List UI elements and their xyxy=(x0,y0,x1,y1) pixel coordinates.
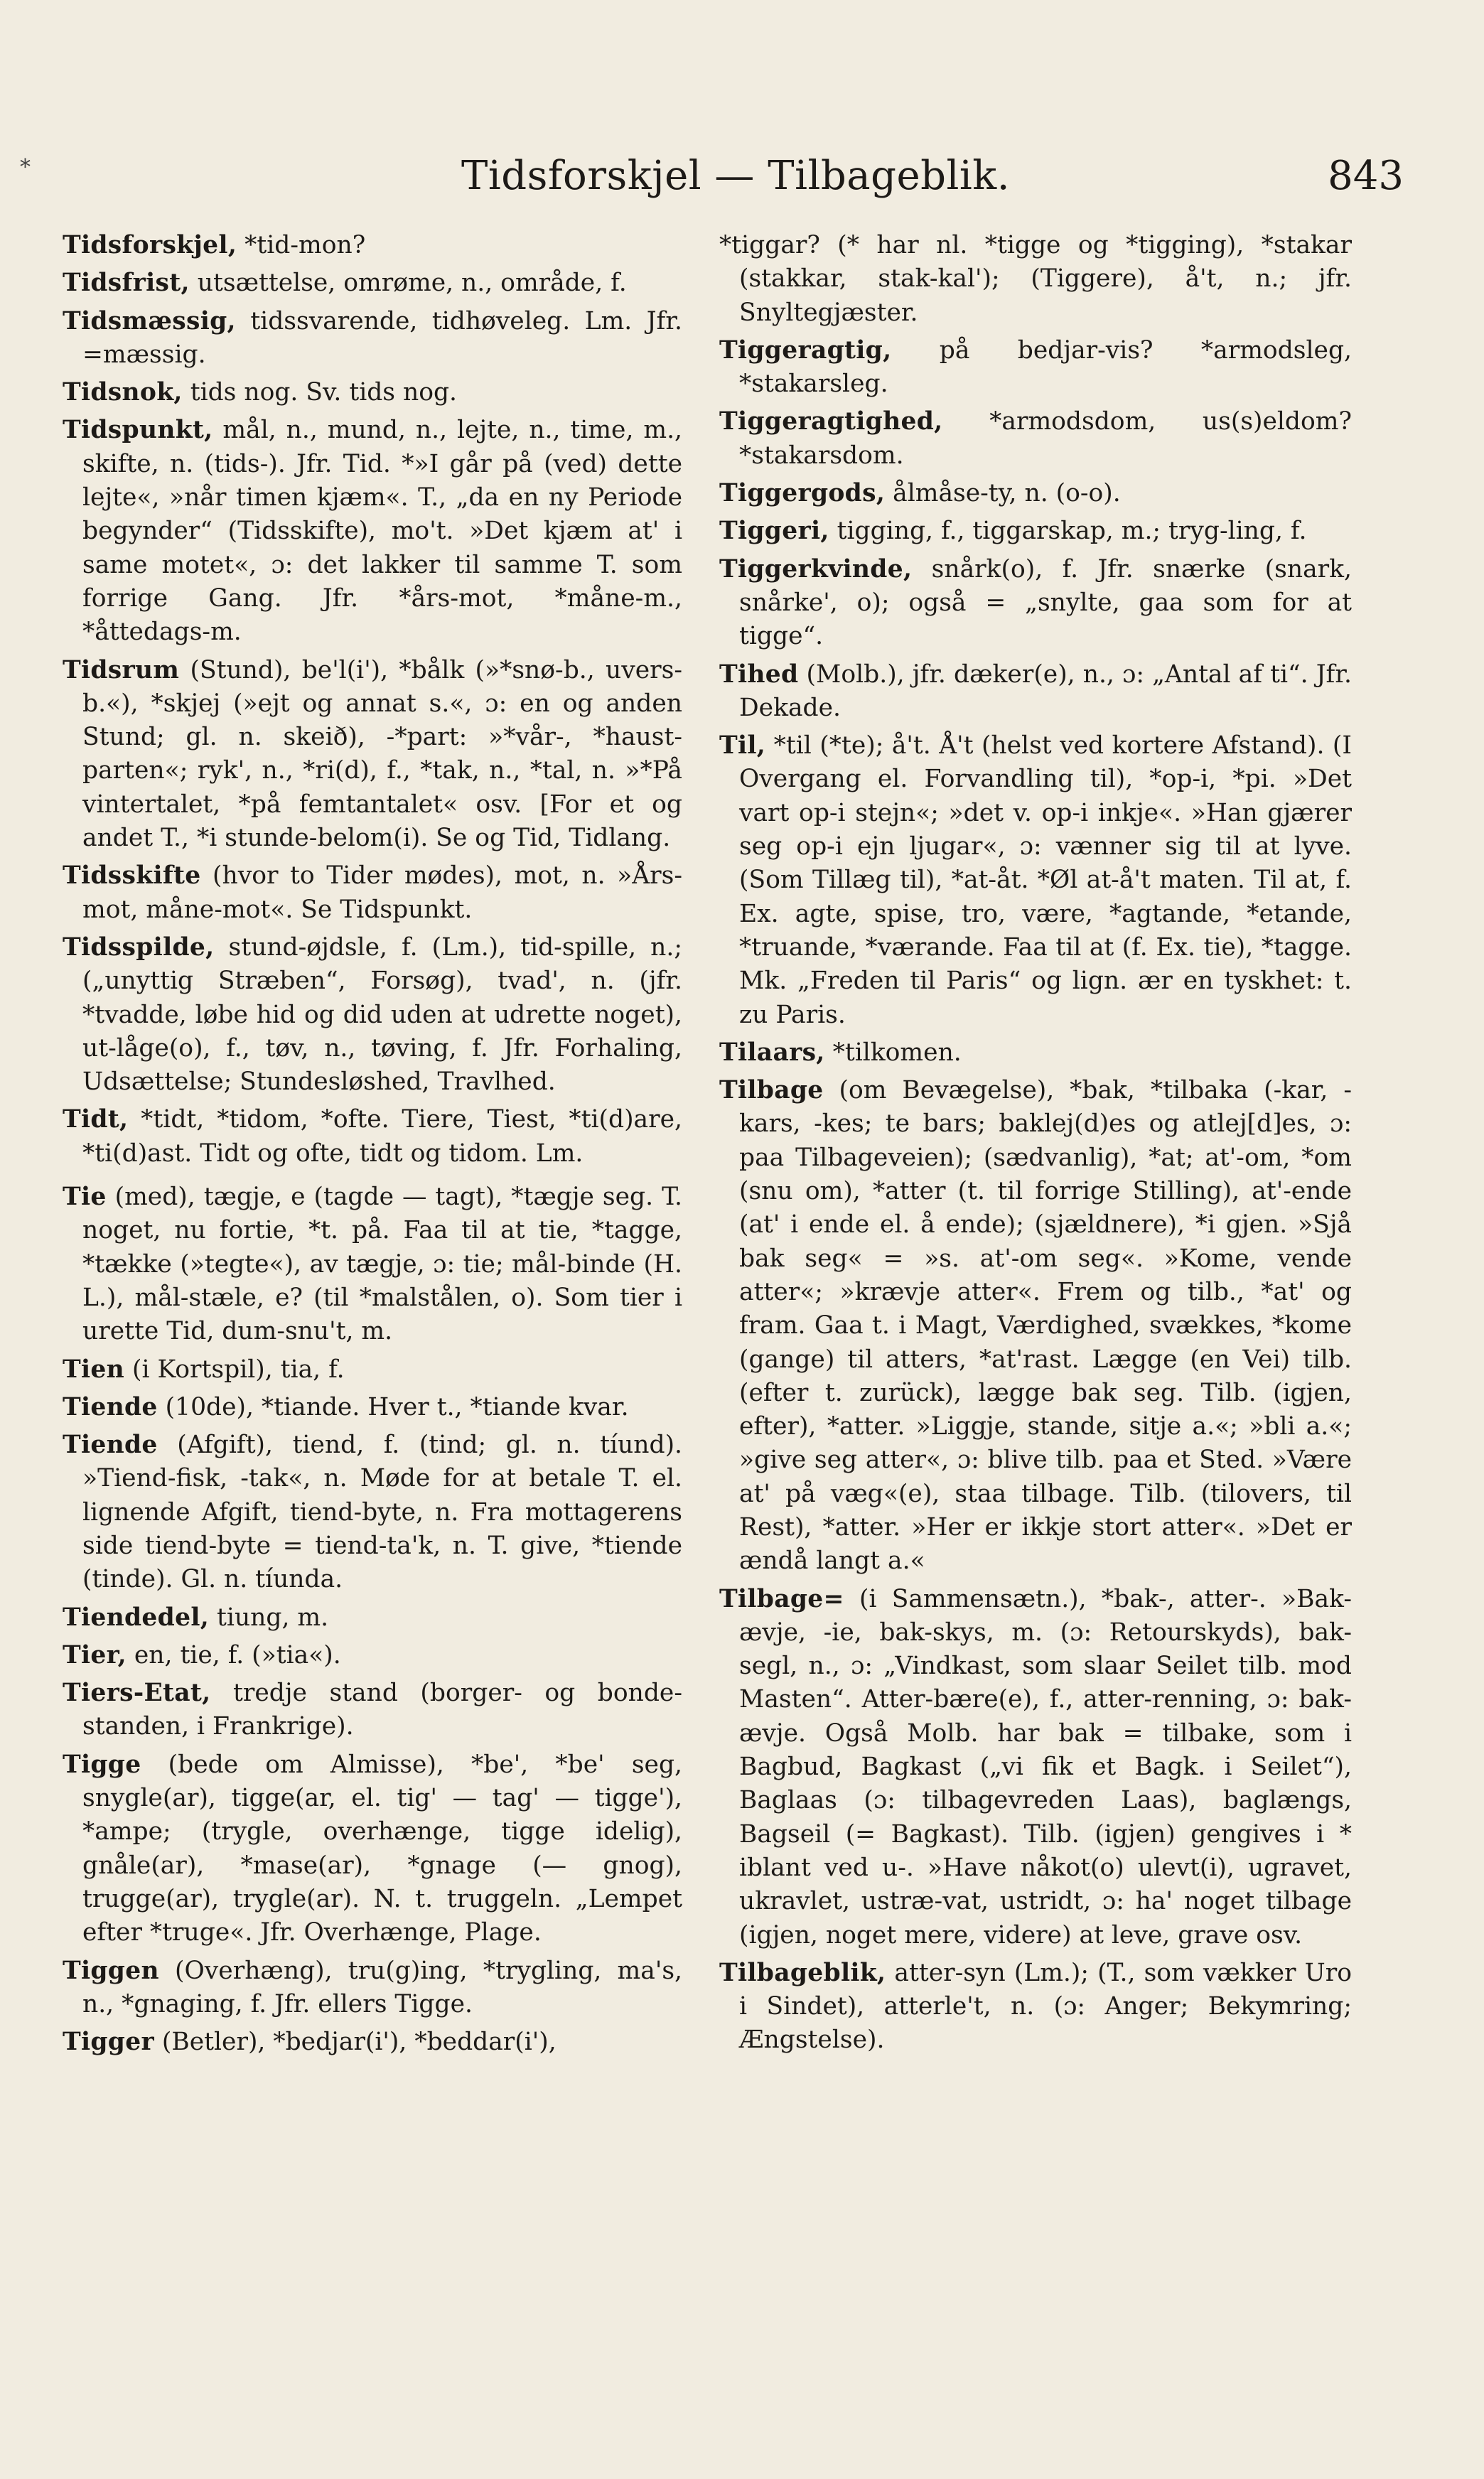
dictionary-entry xyxy=(63,229,682,262)
entry-definition: tids nog. Sv. tids nog. xyxy=(182,378,458,407)
entry-definition: (Betler), *bedjar(i'), *beddar(i'), xyxy=(154,2028,556,2057)
entry-definition: (Stund), be'l(i'), *bålk (»*snø-b., uvers-b.«), *skjej (»ejt og annat s.«, ɔ: en og anden Stund; gl. n. skeið), -*part: »*vår-, *haust-parten«; ryk', n., *ri(d), f., *tak, n., *tal, n. »*På vintertalet, *på femtantalet« osv. [For et og andet T., *i stunde-belom(i). Se og Tid, Tidlang. xyxy=(82,655,682,853)
entry-headword: Tiende xyxy=(63,1392,158,1421)
running-title: Tidsforskjel — Tilbageblik. xyxy=(461,153,1011,199)
dictionary-entry xyxy=(719,1074,1352,1578)
entry-definition: (Afgift), tiend, f. (tind; gl. n. tíund). »Tiend-fisk, -tak«, n. Møde for at betale T. el. lignende Afgift, tiend-byte, n. Fra mottagerens side tiend-byte = tiend-ta'k, n. T. give, *tiende (tinde). Gl. n. tíunda. xyxy=(82,1431,682,1594)
entry-headword: Tiggergods, xyxy=(719,479,886,508)
entry-definition: *armodsdom, us(s)eldom? *stakarsdom. xyxy=(739,407,1352,470)
dictionary-entry xyxy=(63,267,682,300)
entry-headword: Tilbage xyxy=(719,1076,824,1105)
dictionary-entry xyxy=(63,1748,682,1950)
entry-headword: Tilbageblik, xyxy=(719,1958,886,1987)
dictionary-entry xyxy=(719,334,1352,402)
dictionary-entry xyxy=(719,1957,1352,2058)
entry-definition: ålmåse-ty, n. (o-o). xyxy=(885,479,1121,508)
dictionary-entry xyxy=(63,2026,682,2059)
dictionary-entry xyxy=(63,931,682,1099)
entry-headword: Tigger xyxy=(63,2028,154,2057)
entry-definition: (Molb.), jfr. dæker(e), n., ɔ: „Antal af ti“. Jfr. Dekade. xyxy=(739,660,1352,722)
entry-definition: tidssvarende, tidhøveleg. Lm. Jfr. =mæssig. xyxy=(82,306,682,369)
dictionary-entry xyxy=(63,1677,682,1744)
entry-headword: Tiers-Etat, xyxy=(63,1679,211,1708)
entry-definition: mål, n., mund, n., lejte, n., time, m., skifte, n. (tids-). Jfr. Tid. *»I går på (ved) dette lejte«, »når timen kjæm«. T., „da en ny Periode begynder“ (Tidsskifte), mo't. »Det kjæm at' i same motet«, ɔ: det lakker til samme T. som forrige Gang. Jfr. *års-mot, *måne-m., *åttedags-m. xyxy=(82,416,682,647)
entry-headword: Tiggeragtig, xyxy=(719,335,892,365)
entry-headword: Tihed xyxy=(719,660,799,689)
dictionary-entry xyxy=(63,1429,682,1596)
entry-definition: (om Bevægelse), *bak, *tilbaka (-kar, -kars, -kes; te bars; baklej(d)es og atlej[d]es, ɔ: paa Tilbageveien); (sædvanlig), *at; at'-om, *om (snu om), *atter (t. til forrige Stilling), at'-ende (at' i ende el. å ende); (sjældnere), *i gjen. »Sjå bak seg« = »s. at'-om seg«. »Kome, vende atter«; »krævje atter«. Frem og tilb., *at' og fram. Gaa t. i Magt, Værdighed, svækkes, *kome (gange) til atters, *at'rast. Lægge (en Vei) tilb. (efter t. zurück), lægge bak seg. Tilb. (igjen, efter), *atter. »Liggje, stande, sitje a.«; »bli a.«; »give seg atter«, ɔ: blive tilb. paa et Sted. »Være at' på væg«(e), staa tilbage. Tilb. (tilovers, til Rest), *atter. »Her er ikkje stort atter«. »Det er ændå langt a.« xyxy=(739,1076,1352,1576)
dictionary-entry xyxy=(719,1583,1352,1952)
entry-headword: Tilbage= xyxy=(719,1584,844,1613)
dictionary-entry xyxy=(719,515,1352,548)
entry-definition: (i Sammensætn.), *bak-, atter-. »Bak-ævje, -ie, bak-skys, m. (ɔ: Retourskyds), bak-segl, n., ɔ: „Vindkast, som slaar Seilet tilb. mod Masten“. Atter-bære(e), f., atter-renning, ɔ: bak-ævje. Også Molb. har bak = tilbake, som i Bagbud, Bagkast („vi fik et Bagk. i Seilet“), Baglaas (ɔ: tilbagevreden Laas), baglængs, Bagseil (= Bagkast). Tilb. (igjen) gengives i * iblant ved u-. »Have nåkot(o) ulevt(i), ugravet, ukravlet, ustræ-vat, ustridt, ɔ: ha' noget tilbage (igjen, noget mere, videre) at leve, grave osv. xyxy=(739,1584,1352,1950)
entry-definition: (Overhæng), tru(g)ing, *trygling, ma's, n., *gnaging, f. Jfr. ellers Tigge. xyxy=(82,1956,682,2018)
dictionary-entry xyxy=(63,1954,682,2022)
entry-definition: på bedjar-vis? *armodsleg, *stakarsleg. xyxy=(739,335,1352,399)
dictionary-entry xyxy=(719,729,1352,1032)
entry-headword: Tiggerkvinde, xyxy=(719,554,913,584)
page-header xyxy=(68,153,1404,210)
dictionary-entry xyxy=(63,1639,682,1672)
entry-definition: *tidt, *tidom, *ofte. Tiere, Tiest, *ti(d)are, *ti(d)ast. Tidt og ofte, tidt og tidom. Lm. xyxy=(82,1105,682,1168)
entry-headword: Tidsmæssig, xyxy=(63,306,236,335)
entry-definition: (hvor to Tider mødes), mot, n. »Års-mot, måne-mot«. Se Tidspunkt. xyxy=(82,861,682,924)
entry-headword: Tidsspilde, xyxy=(63,932,215,962)
entry-headword: Tie xyxy=(63,1183,107,1212)
entry-headword: Tiende xyxy=(63,1431,158,1460)
entry-headword: Tilaars, xyxy=(719,1038,825,1067)
entry-headword: Tidsrum xyxy=(63,655,180,684)
dictionary-entry xyxy=(719,477,1352,510)
dictionary-entry xyxy=(719,229,1352,330)
entry-definition: *tilkomen. xyxy=(824,1038,962,1067)
dictionary-entry xyxy=(63,859,682,927)
dictionary-entry xyxy=(63,376,682,409)
entry-definition: utsættelse, omrøme, n., område, f. xyxy=(189,269,627,298)
page-number: 843 xyxy=(1328,153,1404,199)
entry-headword: Tidt, xyxy=(63,1105,129,1134)
entry-definition: (bede om Almisse), *be', *be' seg, snygle(ar), tigge(ar, el. tig' — tag' — tigge'), *ampe; (trygle, overhænge, tigge idelig), gnåle(ar), *mase(ar), *gnage (— gnog), trugge(ar), trygle(ar). N. t. truggeln. „Lempet efter *truge«. Jfr. Overhænge, Plage. xyxy=(82,1750,682,1947)
entry-headword: Tidsnok, xyxy=(63,378,183,407)
entry-headword: Tidsfrist, xyxy=(63,269,190,298)
dictionary-entry xyxy=(63,654,682,856)
dictionary-entry xyxy=(63,1103,682,1171)
left-column xyxy=(63,229,682,2063)
entry-headword: Tidspunkt, xyxy=(63,416,213,445)
right-column xyxy=(719,229,1352,2062)
entry-definition: (10de), *tiande. Hver t., *tiande kvar. xyxy=(157,1392,629,1421)
dictionary-entry xyxy=(63,1181,682,1348)
entry-headword: Tier, xyxy=(63,1640,127,1669)
entry-definition: tredje stand (borger- og bonde-standen, i Frankrige). xyxy=(82,1679,682,1741)
dictionary-entry xyxy=(63,305,682,372)
entry-headword: Tiggen xyxy=(63,1956,159,1985)
entry-definition: *tid-mon? xyxy=(237,231,366,259)
margin-mark: * xyxy=(20,155,31,180)
dictionary-entry xyxy=(63,414,682,649)
entry-definition: stund-øjdsle, f. (Lm.), tid-spille, n.; („unyttig Stræben“, Forsøg), tvad', n. (jfr. *tvadde, løbe hid og did uden at udrette noget), ut-låge(o), f., tøv, n., tøving, f. Jfr. Forhaling, Udsættelse; Stundesløshed, Travlhed. xyxy=(82,932,682,1097)
entry-definition: *til (*te); å't. Å't (helst ved kortere Afstand). (I Overgang el. Forvandling til), *op-i, *pi. »Det vart op-i stejn«; »det v. op-i inkje«. »Han gjærer seg op-i ejn ljugar«, ɔ: vænner sig til at lyve. (Som Tillæg til), *at-åt. *Øl at-å't maten. Til at, f. Ex. agte, spise, tro, være, *agtande, *etande, *truande, *værande. Faa til at (f. Ex. tie), *tagge. Mk. „Freden til Paris“ og lign. ær en tyskhet: t. zu Paris. xyxy=(739,731,1352,1029)
dictionary-entry xyxy=(63,1601,682,1635)
entry-headword: Tidsskifte xyxy=(63,861,201,891)
entry-headword: Til, xyxy=(719,731,766,760)
entry-headword: Tigge xyxy=(63,1750,141,1779)
entry-headword: Tiendedel, xyxy=(63,1603,210,1632)
dictionary-entry xyxy=(719,1036,1352,1070)
entry-definition: (med), tægje, e (tagde — tagt), *tægje seg. T. noget, nu fortie, *t. på. Faa til at tie, *tagge, *tække (»tegte«), av tægje, ɔ: tie; mål-binde (H. L.), mål-stæle, e? (til *malstålen, o). Som tier i urette Tid, dum-snu't, m. xyxy=(82,1183,682,1346)
dictionary-entry xyxy=(719,405,1352,473)
dictionary-entry xyxy=(719,658,1352,726)
entry-headword: Tien xyxy=(63,1355,125,1384)
entry-definition: tiung, m. xyxy=(209,1603,329,1632)
entry-definition: *tiggar? (* har nl. *tigge og *tigging), *stakar (stakkar, stak-kal'); (Tiggere), å't, n.; jfr. Snyltegjæster. xyxy=(719,231,1352,327)
entry-headword: Tiggeragtighed, xyxy=(719,407,943,436)
entry-definition: snårk(o), f. Jfr. snærke (snark, snårke', o); også = „snylte, gaa som for at tigge“. xyxy=(739,554,1352,651)
dictionary-entry xyxy=(719,553,1352,654)
entry-definition: (i Kortspil), tia, f. xyxy=(124,1355,345,1384)
entry-definition: atter-syn (Lm.); (T., som vækker Uro i Sindet), atterle't, n. (ɔ: Anger; Bekymring; Ængstelse). xyxy=(739,1958,1352,2055)
dictionary-entry xyxy=(63,1353,682,1387)
dictionary-entry xyxy=(63,1391,682,1424)
entry-definition: tigging, f., tiggarskap, m.; tryg-ling, f. xyxy=(829,517,1307,546)
entry-headword: Tidsforskjel, xyxy=(63,231,237,259)
entry-headword: Tiggeri, xyxy=(719,517,829,546)
entry-definition: en, tie, f. (»tia«). xyxy=(126,1640,341,1669)
